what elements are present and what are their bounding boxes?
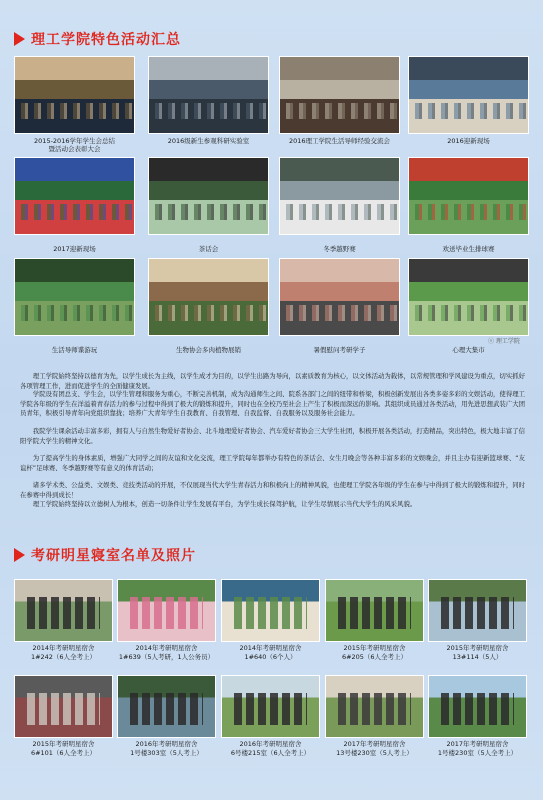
activity-photo	[14, 56, 135, 134]
dorm-photo	[428, 675, 527, 738]
activity-photo	[408, 56, 529, 134]
photo-detail	[409, 103, 528, 120]
activity-photo	[14, 258, 135, 336]
dorm-caption	[14, 740, 113, 757]
dorm-caption-room: 6号楼215室（6人全考上）	[230, 748, 311, 757]
activity-caption: 暑假慰问考研学子	[313, 346, 366, 354]
dorm-caption-year: 2014年考研明星宿舍	[32, 644, 95, 652]
dorm-photo	[428, 579, 527, 642]
dorm-caption-year: 2015年考研明星宿舍	[32, 740, 95, 748]
dorm-photo	[14, 675, 113, 738]
activity-photo	[408, 157, 529, 235]
activity-caption: 2016迎新现场	[447, 137, 490, 145]
dorm-caption-year: 2016年考研明星宿舍	[135, 740, 198, 748]
watermark-logo: ⓢ 理工学院	[488, 338, 520, 345]
intro-paragraph: 我院学生课余活动丰富多彩，拥有人与自然生物爱好者协会、北斗地理爱好者协会、汽车爱好者协会三大学生社团，积极开展各类活动，打造精品，突出特色，极大地丰富了信阳学院大学生的精神文化。	[20, 427, 525, 445]
dorm-caption-year: 2014年考研明星宿舍	[135, 644, 198, 652]
activity-caption: 茶话会	[198, 245, 219, 253]
dorm-photo	[325, 675, 424, 738]
photo-detail	[149, 204, 268, 221]
dorm-caption-year: 2015年考研明星宿舍	[446, 644, 509, 652]
dorm-caption-year: 2015年考研明星宿舍	[343, 644, 406, 652]
photo-detail	[441, 597, 515, 629]
dorm-caption	[428, 740, 527, 757]
photo-detail	[338, 597, 412, 629]
dorm-caption	[428, 644, 527, 661]
activity-caption: 心理大集市	[452, 346, 485, 354]
photo-detail	[149, 103, 268, 120]
section-heading-dorms	[14, 545, 196, 565]
intro-paragraph: 学院设有团总支、学生会，以学生管理和服务为重心，不断完善机制，成为沟通师生之间、院系各部门之间的纽带和桥梁，积极创新发展出各类多姿多彩的文娱活动，使得理工学院各年级的学生在洋溢着青春活力的参与过程中得到了极大的锻炼和提升，同时也在全校乃至社会上产生了积极而深远的影响。其组织成员通过各类活动，用先进思想武装广大团员青年，积极引导青年向党组织靠拢；培养广大青年学生自我教育、自我管理、自我监督、自我服务以及服务社会能力。	[20, 390, 525, 418]
activity-photo	[148, 56, 269, 134]
section-title: 理工学院特色活动汇总	[31, 32, 181, 48]
photo-detail	[27, 693, 101, 725]
dorm-caption-room: 6#101（6人全考上）	[30, 748, 97, 757]
dorm-caption-room: 1号楼230室（5人全考上）	[437, 748, 518, 757]
activity-photo	[148, 157, 269, 235]
dorm-photo	[117, 675, 216, 738]
section-heading-activities	[14, 29, 181, 49]
activity-caption: 2017迎新现场	[53, 245, 96, 253]
photo-detail	[15, 305, 134, 322]
dorm-caption	[325, 740, 424, 757]
dorm-caption-room: 13#114（5人）	[452, 652, 503, 661]
activity-caption: 冬季越野赛	[323, 245, 356, 253]
dorm-caption-room: 1#639（5人考研，1人公务员）	[118, 652, 215, 661]
dorm-photo	[221, 579, 320, 642]
activity-photo	[14, 157, 135, 235]
dorm-caption-room: 1#640（6个人）	[244, 652, 297, 661]
photo-detail	[27, 597, 101, 629]
activity-photo	[279, 157, 400, 235]
dorm-caption-year: 2016年考研明星宿舍	[239, 740, 302, 748]
photo-detail	[234, 693, 308, 725]
photo-detail	[130, 597, 204, 629]
section-title: 考研明星寝室名单及照片	[31, 548, 196, 564]
activity-caption: 2015-2016学年学生会总结 暨活动会表彰大会	[34, 137, 115, 153]
dorm-caption	[221, 644, 320, 661]
photo-detail	[15, 103, 134, 120]
dorm-caption	[14, 644, 113, 661]
activity-caption: 生物协会多肉植物展销	[176, 346, 241, 354]
dorm-caption-year: 2017年考研明星宿舍	[446, 740, 509, 748]
photo-detail	[409, 305, 528, 322]
intro-paragraph: 诸多学术类、公益类、文娱类、竞技类活动的开展，不仅展现当代大学生青春活力和积极向上的精神风貌，也使理工学院各年级的学生在参与中得到了极大的锻炼和提升，同时在参赛中得到成长！	[20, 481, 525, 499]
activity-caption: 2016级新生参观科研实验室	[167, 137, 250, 145]
dorm-caption-room: 1号楼303室（5人考上）	[130, 748, 203, 757]
dorm-caption-year: 2014年考研明星宿舍	[239, 644, 302, 652]
activity-photo	[408, 258, 529, 336]
photo-detail	[15, 204, 134, 221]
photo-detail	[280, 305, 399, 322]
dorm-caption-year: 2017年考研明星宿舍	[343, 740, 406, 748]
intro-paragraph: 为了提高学生的身体素质，增强广大同学之间的友谊和文化交流，理工学院每年都举办有特色的茶话会、女生月晚会等各种丰富多彩的文娱晚会，并且主办有迎新篮球赛、“友谊杯”足球赛、冬季越野赛等有意义的体育活动；	[20, 454, 525, 472]
activity-photo	[279, 56, 400, 134]
photo-detail	[338, 693, 412, 725]
dorm-caption	[117, 644, 216, 661]
arrow-icon	[14, 548, 25, 562]
dorm-caption	[117, 740, 216, 757]
photo-detail	[409, 204, 528, 221]
activity-photo	[279, 258, 400, 336]
arrow-icon	[14, 32, 25, 46]
dorm-photo	[325, 579, 424, 642]
activity-photo	[148, 258, 269, 336]
intro-paragraph: 理工学院始终坚持以立德树人为根本，创造一切条件让学生发展有平台，为学生成长保驾护航，让学生尽情展示当代大学生的风采风貌。	[32, 500, 417, 508]
dorm-photo	[117, 579, 216, 642]
photo-detail	[234, 597, 308, 629]
activity-caption: 欢送毕业生排球赛	[442, 245, 495, 253]
dorm-caption-room: 13号楼230室（5人考上）	[336, 748, 413, 757]
dorm-caption	[325, 644, 424, 661]
dorm-caption-room: 1#242（6人全考上）	[30, 652, 97, 661]
photo-detail	[441, 693, 515, 725]
activity-caption: 2016理工学院生活导师经验交流会	[288, 137, 391, 145]
photo-detail	[130, 693, 204, 725]
dorm-caption	[221, 740, 320, 757]
dorm-caption-room: 6#205（6人全考上）	[341, 652, 408, 661]
activity-caption: 生活导师谍游玩	[51, 346, 98, 354]
dorm-photo	[14, 579, 113, 642]
photo-detail	[280, 103, 399, 120]
photo-detail	[149, 305, 268, 322]
photo-detail	[280, 204, 399, 221]
dorm-photo	[221, 675, 320, 738]
intro-paragraph: 理工学院始终坚持以德育为先，以学生成长为主线，以学生成才为目的，以学生出路为导向，以素质教育为核心，以文体活动为载体，以常规管理和学风建设为重点，切实抓好各项管理工作，进而促进学生的全面健康发展。	[20, 372, 525, 390]
